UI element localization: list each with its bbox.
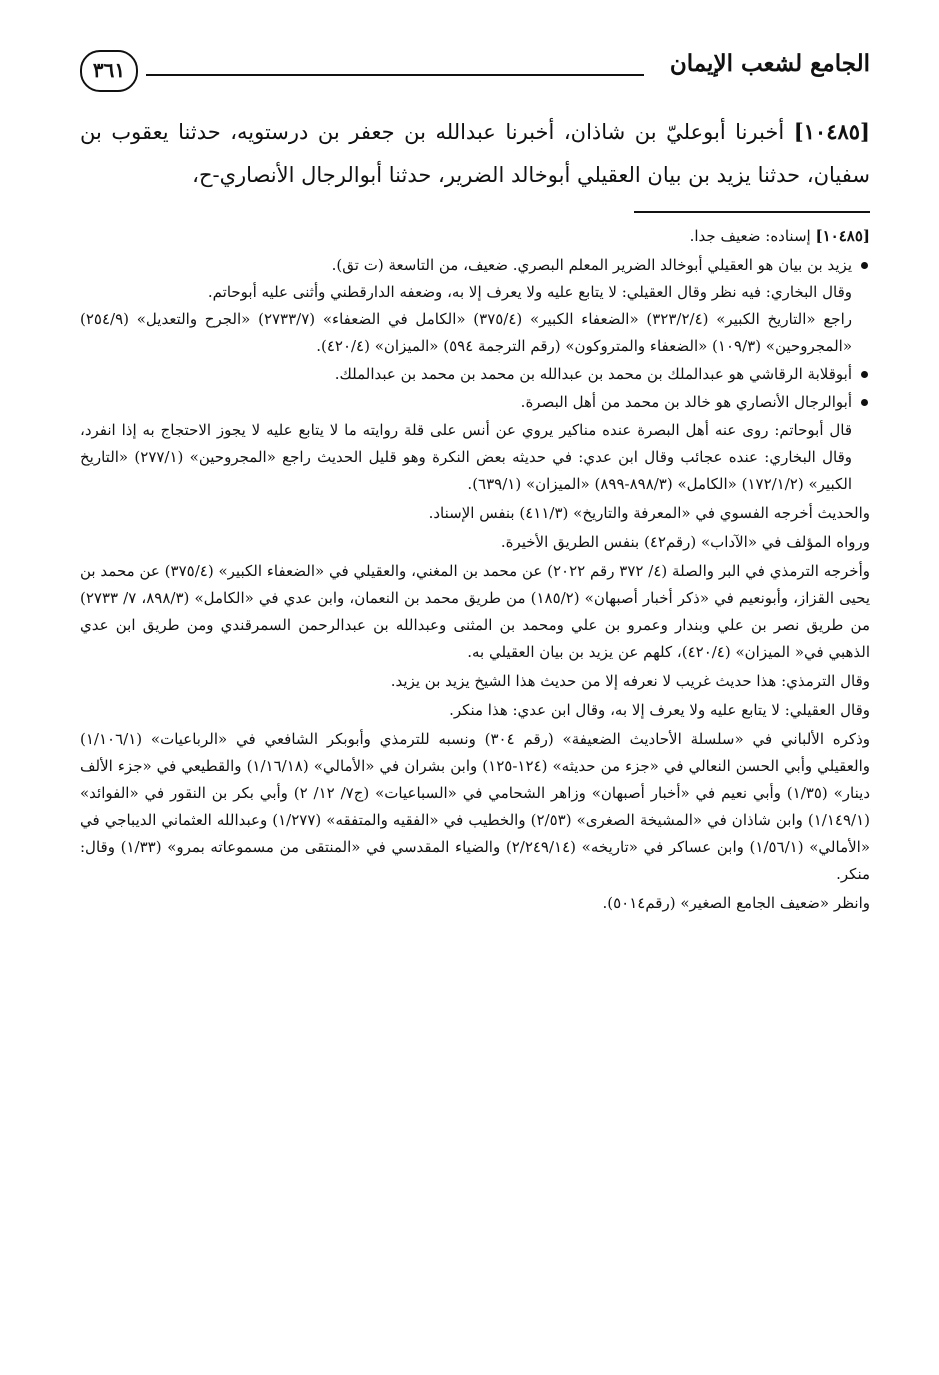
note-line: أبوقلابة الرقاشي هو عبدالملك بن محمد بن عبدالله بن محمد بن محمد بن عبدالملك.: [334, 365, 852, 383]
takhrij-paragraph: وأخرجه الترمذي في البر والصلة (٤/ ٣٧٢ رقم ٢٠٢٢) عن محمد بن المغني، والعقيلي في «الضعفاء الكبير» (٣٧٥/٤) عن محمد بن يحيى القزاز، وأبونعيم في «ذكر أخبار أصبهان» (١٨٥/٢) من طريق محمد بن النعمان، وابن عدي في «الكامل» (٨٩٨/٣، ٧/ ٢٧٣٣) من طريق نصر بن علي وبندار وعمرو بن علي ومحمد بن المثنى وعبدالله بن عبدالرحمن السمرقندي ومن طريق ابن عدي الذهبي في« الميزان» (٤٢٠/٤)، كلهم عن يزيد بن بيان العقيلي به.: [80, 562, 871, 661]
narrator-note-2: [80, 361, 870, 388]
bullet-icon: [861, 399, 868, 406]
narrator-note-1: [80, 252, 870, 360]
takhrij-paragraph: وذكره الألباني في «سلسلة الأحاديث الضعيفة» (رقم ٣٠٤) ونسبه للترمذي وأبوبكر الشافعي في «الرباعيات» (١/١٠٦/١) والعقيلي وأبي الحسن النعالي في «جزء من حديثه» (١٢٤-١٢٥) وابن بشران في «الأمالي» (١/١٦/١٨) والقطيعي في «جزء الألف دينار» (١/٣٥) وأبي نعيم في «أخبار أصبهان» وزاهر الشحامي في «السباعيات» (ج٧/ ١٢/ ٢) وأبي بكر بن النقور في «الفوائد» (١/١٤٩/١) وابن شاذان في «المشيخة الصغرى» (٢/٥٣) والخطيب في «الفقيه والمتفقه» (١/٢٧٧) وعبدالله العثماني الديباجي في «الأمالي» (١/٥٦/١) وابن عساكر في «تاريخه» (٢/٢٤٩/١٤) والضياء المقدسي في «المنتقى من مسموعاته بمرو» (١/٣٣) وقال: منكر.: [80, 730, 870, 883]
isnad-line: [80, 223, 870, 250]
takhrij-paragraph: والحديث أخرجه الفسوي في «المعرفة والتاريخ» (٤١١/٣) بنفس الإسناد.: [428, 504, 870, 522]
bullet-icon: [861, 371, 868, 378]
isnad-grade: إسناده: ضعيف جدا.: [689, 227, 811, 245]
narrator-note-3: [80, 389, 870, 416]
note-line: راجع «التاريخ الكبير» (٣٢٣/٢/٤) «الضعفاء الكبير» (٣٧٥/٤) «الكامل في الضعفاء» (٢٧٣٣/٧) «الجرح والتعديل» (٢٥٤/٩) «المجروحين» (١٠٩/٣) «الضعفاء والمتروكون» (رقم الترجمة ٥٩٤) «الميزان» (٤٢٠/٤).: [80, 310, 852, 355]
note-line: وقال البخاري: فيه نظر وقال العقيلي: لا يتابع عليه ولا يعرف إلا به، وضعفه الدارقطني وأثنى عليه أبوحاتم.: [207, 283, 852, 301]
hadith-text: [80, 110, 870, 197]
note-number: [١٠٤٨٥]: [815, 227, 870, 245]
header-rule: [146, 74, 644, 76]
hadith-number: [١٠٤٨٥]: [793, 119, 870, 144]
page-number: ٣٦١: [80, 50, 138, 92]
takhrij-paragraph: وانظر «ضعيف الجامع الصغير» (رقم٥٠١٤).: [602, 894, 870, 912]
footnote-divider: [634, 211, 870, 213]
hadith-body: أخبرنا أبوعليّ بن شاذان، أخبرنا عبدالله بن جعفر بن درستويه، حدثنا يعقوب بن سفيان، حدثنا يزيد بن بيان العقيلي أبوخالد الضرير، حدثنا أبوالرجال الأنصاري-ح،: [80, 120, 870, 187]
footnotes: [80, 223, 870, 917]
abu-hatim-note: قال أبوحاتم: روى عنه أهل البصرة عنده مناكير يروي عن أنس على قلة روايته ما لا يتابع عليه لا يجوز الاحتجاج به إذا انفرد، وقال البخاري: عنده عجائب وقال ابن عدي: في حديثه بعض النكرة وهو قليل الحديث راجع «المجروحين» (٢٧٧/١) «التاريخ الكبير» (١٧٢/١/٢) «الكامل» (٨٩٨/٣-٨٩٩) «الميزان» (٦٣٩/١).: [80, 421, 853, 493]
page-header: [80, 44, 870, 98]
note-line: أبوالرجال الأنصاري هو خالد بن محمد من أهل البصرة.: [520, 393, 852, 411]
takhrij-paragraph: ورواه المؤلف في «الآداب» (رقم٤٢) بنفس الطريق الأخيرة.: [500, 533, 870, 551]
book-title: الجامع لشعب الإيمان: [669, 50, 870, 77]
note-line: يزيد بن بيان هو العقيلي أبوخالد الضرير المعلم البصري. ضعيف، من التاسعة (ت تق).: [331, 256, 852, 274]
takhrij-paragraph: وقال الترمذي: هذا حديث غريب لا نعرفه إلا من حديث هذا الشيخ يزيد بن يزيد.: [390, 672, 870, 690]
takhrij-paragraph: وقال العقيلي: لا يتابع عليه ولا يعرف إلا به، وقال ابن عدي: هذا منكر.: [449, 701, 870, 719]
bullet-icon: [861, 262, 868, 269]
book-page: [80, 44, 870, 919]
